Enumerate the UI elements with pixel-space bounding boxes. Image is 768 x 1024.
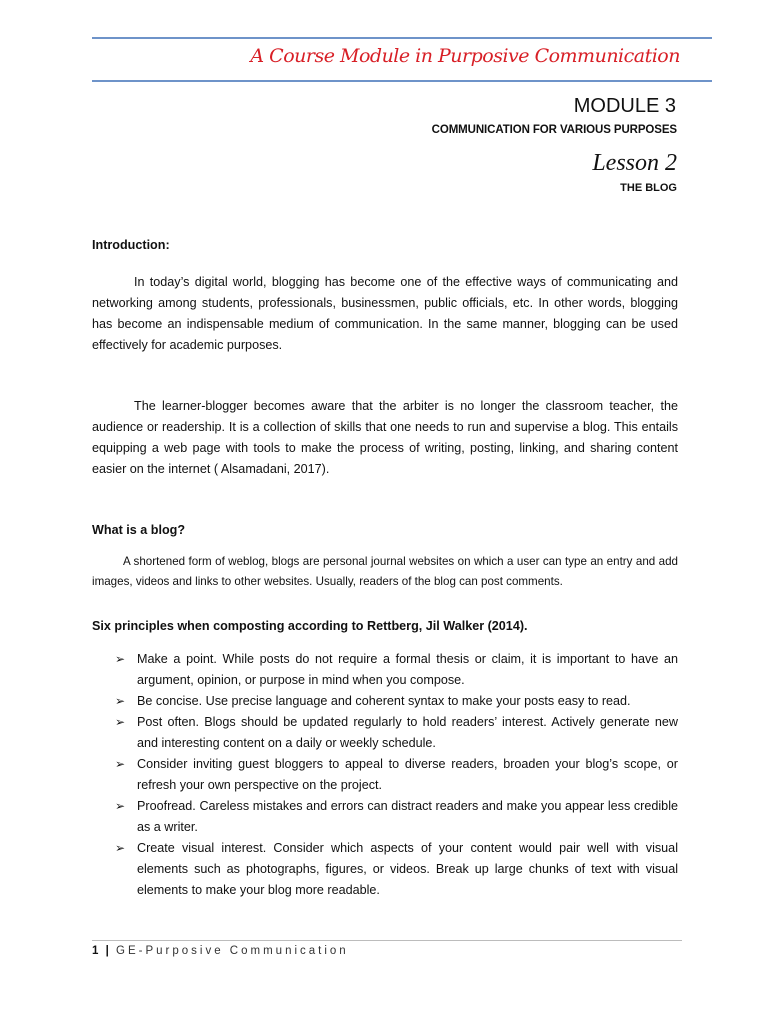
lesson-subtitle: THE BLOG <box>620 182 677 194</box>
header-bottom-rule <box>92 80 712 82</box>
introduction-paragraph-1 <box>92 272 678 356</box>
list-item <box>115 691 678 712</box>
page-number: 1 <box>92 945 100 957</box>
course-header-title: A Course Module in Purposive Communication <box>250 45 680 67</box>
what-is-blog-paragraph <box>92 552 678 592</box>
list-item <box>115 838 678 901</box>
what-is-blog-paragraph-text: A shortened form of weblog, blogs are personal journal websites on which a user can type an entry and add images, videos and links to other websites. Usually, readers of the blog can post comments. <box>92 555 678 588</box>
footer-text: GE-Purposive Communication <box>116 945 349 957</box>
arrow-bullet-icon: ➢ <box>115 799 126 813</box>
list-item <box>115 754 678 796</box>
list-item-text: Consider inviting guest bloggers to appeal to diverse readers, broaden your blog’s scope, or refresh your own perspective on the project. <box>137 757 678 792</box>
list-item-text: Be concise. Use precise language and coherent syntax to make your posts easy to read. <box>137 694 631 708</box>
arrow-bullet-icon: ➢ <box>115 715 126 729</box>
header-top-rule <box>92 37 712 39</box>
principles-heading: Six principles when composting according to Rettberg, Jil Walker (2014). <box>92 619 528 633</box>
list-item-text: Make a point. While posts do not require a formal thesis or claim, it is important to have an argument, opinion, or purpose in mind when you compose. <box>137 652 678 687</box>
footer-separator: | <box>105 945 110 957</box>
module-title: MODULE 3 <box>573 95 676 117</box>
arrow-bullet-icon: ➢ <box>115 757 126 771</box>
list-item-text: Post often. Blogs should be updated regularly to hold readers’ interest. Actively generate new and interesting content on a daily or weekly schedule. <box>137 715 678 750</box>
module-subtitle: COMMUNICATION FOR VARIOUS PURPOSES <box>431 124 677 136</box>
list-item <box>115 712 678 754</box>
list-item-text: Create visual interest. Consider which aspects of your content would pair well with visual elements such as photographs, figures, or videos. Break up large chunks of text with visual elements to make your blog more readable. <box>137 841 678 897</box>
list-item <box>115 649 678 691</box>
introduction-paragraph-1-text: In today’s digital world, blogging has become one of the effective ways of communicating and networking among students, professionals, businessmen, public officials, etc. In other words, blogging has become an indispensable medium of communication. In the same manner, blogging can be used effectively for academic purposes. <box>92 275 678 352</box>
lesson-title: Lesson 2 <box>592 150 677 176</box>
introduction-paragraph-2-text: The learner-blogger becomes aware that the arbiter is no longer the classroom teacher, the audience or readership. It is a collection of skills that one needs to run and supervise a blog. This entails equipping a web page with tools to make the process of writing, posting, linking, and sharing content easier on the internet ( Alsamadani, 2017). <box>92 399 678 476</box>
arrow-bullet-icon: ➢ <box>115 694 126 708</box>
list-item-text: Proofread. Careless mistakes and errors can distract readers and make you appear less credible as a writer. <box>137 799 678 834</box>
introduction-paragraph-2 <box>92 396 678 480</box>
principles-list <box>115 649 678 901</box>
introduction-heading: Introduction: <box>92 238 170 252</box>
footer-rule <box>92 940 682 941</box>
arrow-bullet-icon: ➢ <box>115 652 126 666</box>
list-item <box>115 796 678 838</box>
arrow-bullet-icon: ➢ <box>115 841 126 855</box>
page-footer <box>92 945 349 957</box>
what-is-blog-heading: What is a blog? <box>92 523 186 537</box>
